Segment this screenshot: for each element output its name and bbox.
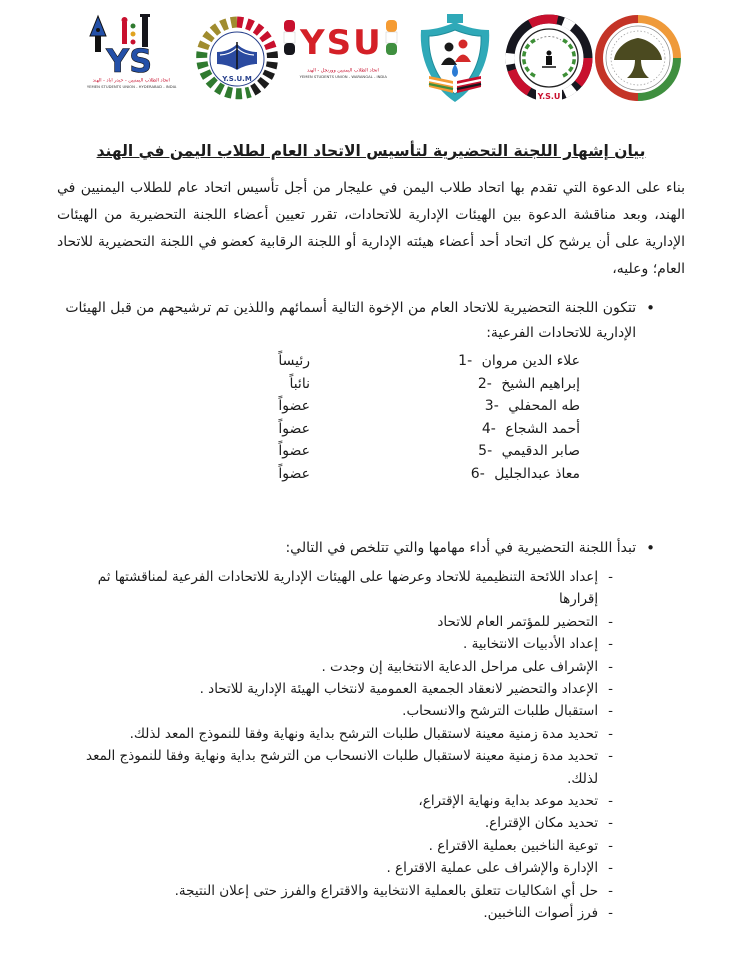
bullet-marker-icon <box>646 536 655 562</box>
round-emblem-icon <box>505 14 593 102</box>
task-text: فرز أصوات الناخبين. <box>483 905 599 922</box>
tree-emblem-icon <box>594 14 682 102</box>
dash-marker-icon <box>608 902 613 924</box>
member-role: رئيساً <box>278 353 310 369</box>
section-gap <box>57 485 685 523</box>
task-text: حل أي اشكاليات تتعلق بالعملية الانتخابية والاقتراع والفرز حتى إعلان النتيجة. <box>174 882 599 899</box>
tower-icon <box>122 22 127 44</box>
logo-ysum <box>192 14 282 104</box>
task-item <box>57 857 685 879</box>
task-item <box>57 566 685 611</box>
task-item <box>57 790 685 812</box>
logo-ysu-warangal <box>282 14 404 80</box>
dash-marker-icon <box>608 812 613 834</box>
member-number: 2 - <box>478 376 492 392</box>
member-name: طه المحفلي <box>508 398 580 414</box>
laurel-book-icon <box>192 14 282 104</box>
crest-icon <box>447 14 463 23</box>
task-item <box>57 678 685 700</box>
member-name-cell <box>485 395 580 418</box>
task-text: إعداد الأدبيات الانتخابية . <box>463 636 599 653</box>
member-number: 1 - <box>458 353 472 369</box>
lamp-icon <box>547 51 552 56</box>
member-role: نائباً <box>289 375 310 392</box>
member-number: 3 - <box>485 398 499 414</box>
dash-marker-icon <box>608 656 613 678</box>
member-number: 4 - <box>482 421 496 437</box>
logo-letters: YSU <box>300 23 384 63</box>
task-text: الإعداد والتحضير لانعقاد الجمعية العمومية لانتخاب الهيئة الإدارية للاتحاد . <box>199 681 599 698</box>
flag-india-icon <box>386 20 397 55</box>
logo-ysu-emblem <box>505 14 593 102</box>
member-row <box>57 463 685 486</box>
tasks-heading-text: تبدأ اللجنة التحضيرية في أداء مهامها والتي تتلخص في التالي: <box>285 540 637 556</box>
dash-marker-icon <box>608 723 613 745</box>
task-item <box>57 745 685 790</box>
members-heading-text: تتكون اللجنة التحضيرية للاتحاد العام من الإخوة التالية أسمائهم واللذين تم ترشيحهم من قبل الهيئات الإدارية للاتحادات الفرعية: <box>65 300 637 341</box>
task-item <box>57 611 685 633</box>
logo-caption-arabic: اتحاد الطلاب اليمنيين - حيدر اباد - الهند <box>93 77 171 84</box>
member-name: معاذ عبدالجليل <box>494 465 580 482</box>
logo-letters: Y.S.U <box>538 92 561 101</box>
task-item <box>57 880 685 902</box>
task-item <box>57 812 685 834</box>
member-name-cell <box>458 350 580 373</box>
members-heading <box>57 296 685 346</box>
dash-marker-icon <box>608 880 613 902</box>
member-name-cell <box>478 440 580 463</box>
task-text: إعداد اللائحة التنظيمية للاتحاد وعرضها على الهيئات الإدارية للاتحادات الفرعية لمناقشتها ثم إقرارها <box>97 569 599 608</box>
document-title: بيان إشهار اللجنة التحضيرية لتأسيس الاتحاد العام لطلاب اليمن في الهند <box>96 142 646 160</box>
member-name: علاء الدين مروان <box>481 353 580 369</box>
task-item <box>57 633 685 655</box>
task-item <box>57 656 685 678</box>
task-text: التحضير للمؤتمر العام للاتحاد <box>437 613 599 630</box>
member-role: عضواً <box>278 465 310 482</box>
task-text: تحديد مدة زمنية معينة لاستقبال طلبات الترشح بداية ونهاية وفقا للنموذج المعد لذلك. <box>129 725 599 742</box>
member-name: أحمد الشجاع <box>505 420 580 437</box>
member-name-cell <box>471 463 580 486</box>
person-icon <box>458 40 467 49</box>
shield-icon <box>405 14 505 106</box>
member-name: إبراهيم الشيخ <box>501 375 580 392</box>
task-text: تحديد مكان الإقتراع. <box>484 815 599 832</box>
member-row <box>57 418 685 441</box>
task-text: استقبال طلبات الترشح والانسحاب. <box>402 703 599 720</box>
member-row <box>57 440 685 463</box>
logo-ys-hyderabad <box>72 14 191 90</box>
member-name: صابر الدقيمي <box>501 443 580 459</box>
member-role: عضواً <box>278 398 310 414</box>
dash-marker-icon <box>608 790 613 812</box>
dash-marker-icon <box>608 633 613 655</box>
logo-dragon-tree-emblem <box>594 14 682 102</box>
members-list <box>57 350 685 485</box>
person-icon <box>444 43 453 52</box>
task-item <box>57 835 685 857</box>
bullet-marker-icon <box>646 296 655 346</box>
member-row <box>57 350 685 373</box>
logos-row <box>0 0 742 116</box>
dash-marker-icon <box>608 678 613 700</box>
dash-marker-icon <box>608 611 613 633</box>
member-row <box>57 373 685 396</box>
dash-marker-icon <box>608 835 613 857</box>
member-name-cell <box>478 373 580 396</box>
ys-pen-towers-icon <box>76 14 188 76</box>
task-text: الإدارة والإشراف على عملية الاقتراع . <box>386 860 599 877</box>
task-item <box>57 902 685 924</box>
task-text: الإشراف على مراحل الدعاية الانتخابية إن وجدت . <box>321 658 599 675</box>
logo-caption-english: YEMEN STUDENTS UNION - HYDERABAD - INDIA <box>86 84 177 90</box>
pen-nib-icon <box>90 16 106 36</box>
logo-caption-arabic: اتحاد الطلاب اليمنيين وورنجل - الهند <box>307 67 380 74</box>
tasks-list <box>57 566 685 925</box>
task-item <box>57 700 685 722</box>
logo-letters: YS <box>105 42 152 76</box>
dash-marker-icon <box>608 566 613 611</box>
logo-letters: Y.S.U.M <box>221 75 252 83</box>
ysui-wordmark-icon <box>282 14 404 66</box>
member-number: 5 - <box>478 443 492 459</box>
task-item <box>57 723 685 745</box>
logo-students-shield <box>405 14 505 106</box>
intro-paragraph: بناء على الدعوة التي تقدم بها اتحاد طلاب اليمن في عليجار من أجل تأسيس اتحاد عام للطلاب اليمنيين في الهند، وبعد مناقشة الدعوة بين الهيئات الإدارية للاتحادات، تقرر تعيين أعضاء اللجنة التحضيرية من الهيئات الإدارية على أن يرشح كل اتحاد أحد أعضاء هيئته الإدارية أو اللجنة الرقابية كعضو في اللجنة التحضيرية للاتحاد العام؛ وعليه، <box>57 180 685 277</box>
document-body <box>0 142 742 925</box>
member-number: 6 - <box>471 466 485 482</box>
member-role: عضواً <box>278 443 310 459</box>
tasks-heading <box>57 536 685 562</box>
task-text: توعية الناخبين بعملية الاقتراع . <box>428 837 599 854</box>
dash-marker-icon <box>608 745 613 790</box>
member-role: عضواً <box>278 420 310 437</box>
member-name-cell <box>482 418 580 441</box>
task-text: تحديد موعد بداية ونهاية الإقتراع، <box>418 793 599 810</box>
flag-yemen-icon <box>284 20 295 55</box>
task-text: تحديد مدة زمنية معينة لاستقبال طلبات الانسحاب من الترشح بداية ونهاية وفقا للنموذج المعد لذلك. <box>86 748 599 787</box>
member-row <box>57 395 685 418</box>
logo-caption-english: YEMEN STUDENTS UNION - WARANGAL - INDIA <box>299 74 388 80</box>
dash-marker-icon <box>608 700 613 722</box>
dash-marker-icon <box>608 857 613 879</box>
